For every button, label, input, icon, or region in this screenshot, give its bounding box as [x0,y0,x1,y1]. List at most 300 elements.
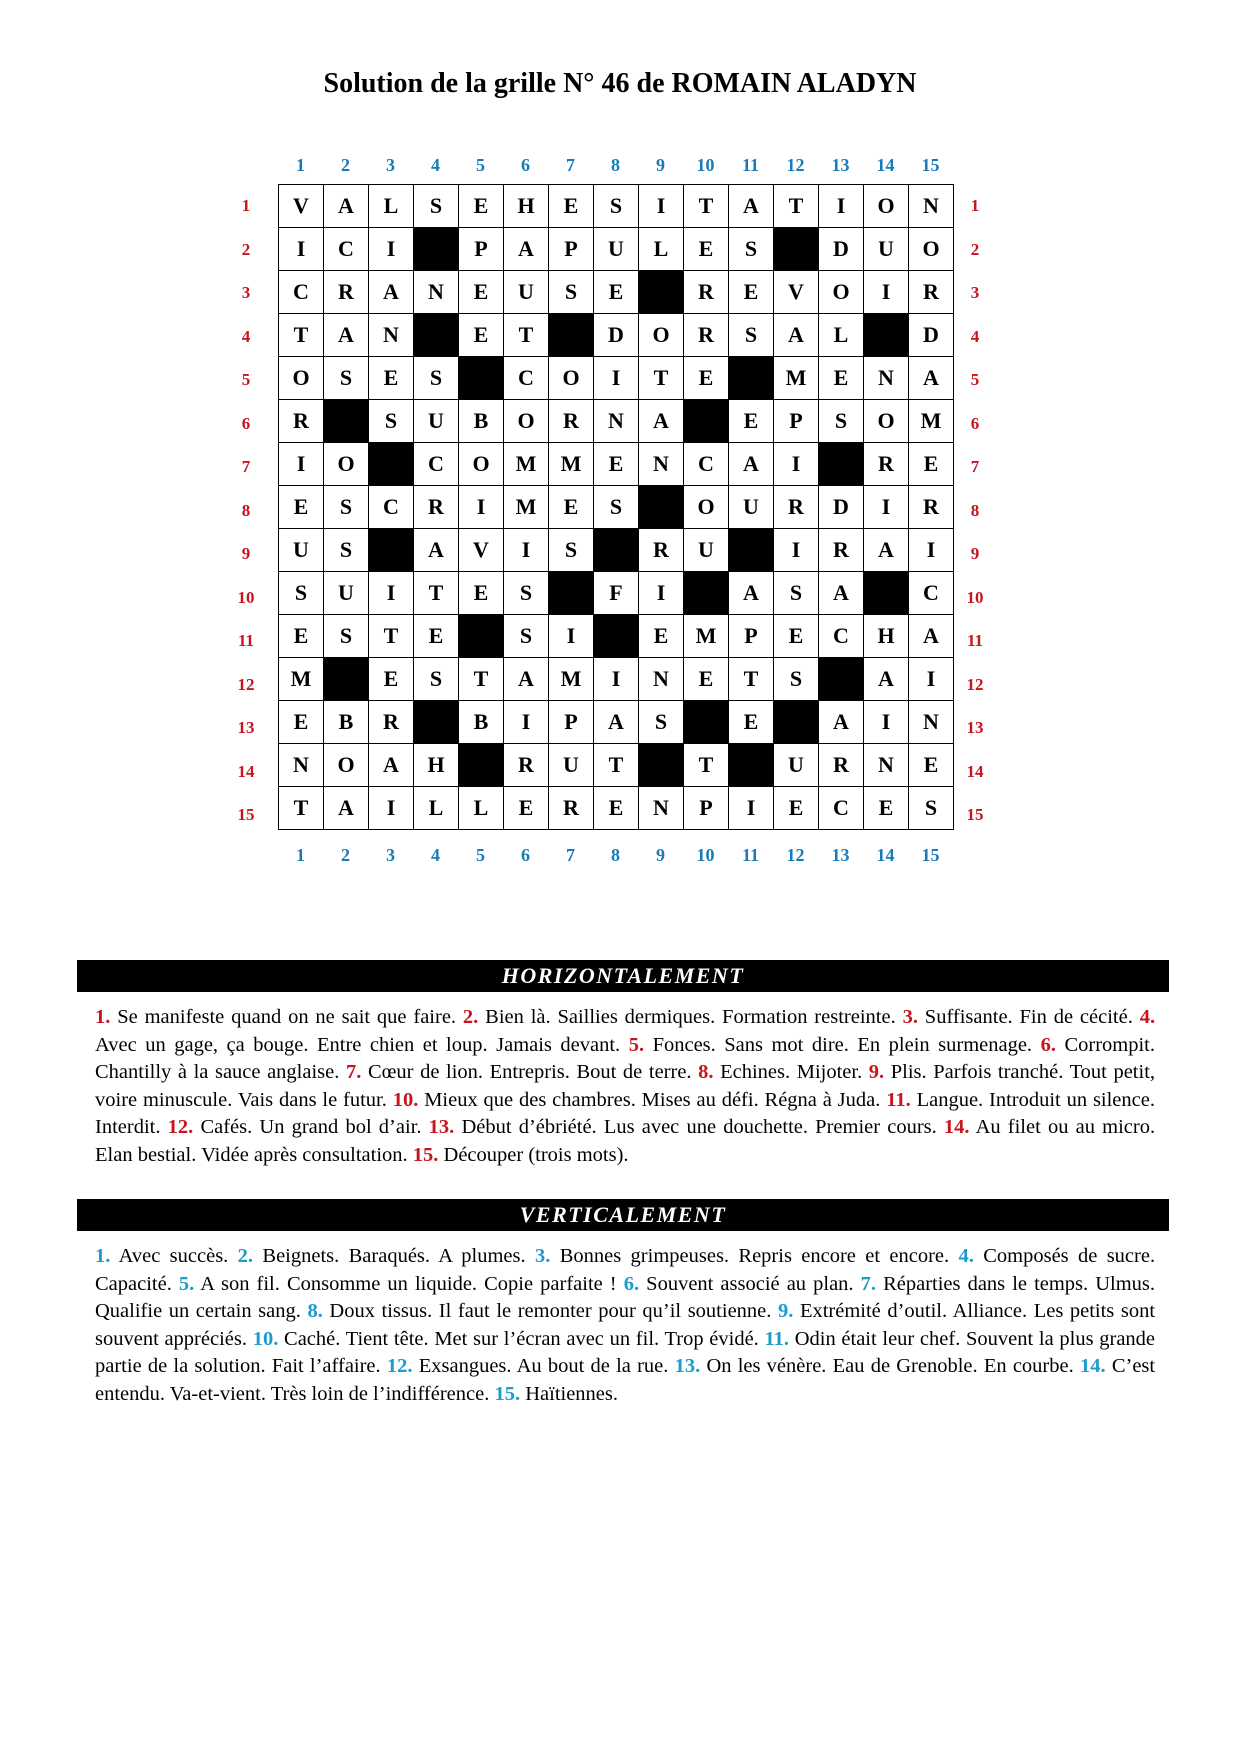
letter-cell: U [864,228,909,271]
grid-row [279,529,954,572]
letter-cell: R [909,486,954,529]
letter-cell: S [414,357,459,400]
black-cell [549,314,594,357]
letter-cell: R [369,701,414,744]
letter-cell: N [864,744,909,787]
letter-cell: P [729,615,774,658]
clue-text: Au filet ou au micro. Elan bestial. Vidée après consultation. [95,1116,1156,1166]
clue-number: 12. [167,1116,194,1138]
letter-cell: C [324,228,369,271]
letter-cell: C [909,572,954,615]
black-cell [819,658,864,701]
letter-cell: P [549,701,594,744]
clue-text: Exsangues. Au bout de la rue. [418,1355,669,1377]
letter-cell: A [909,615,954,658]
clue-text: Odin était leur chef. Souvent la plus grande partie de la solution. Fait l’affaire. [95,1327,1156,1377]
clue-number: 12. [386,1355,413,1377]
black-cell [549,572,594,615]
black-cell [459,615,504,658]
letter-cell: S [549,271,594,314]
letter-cell: S [729,228,774,271]
letter-cell: N [909,701,954,744]
letter-cell: A [864,529,909,572]
clue-number: 8. [698,1061,714,1083]
black-cell [594,529,639,572]
row-number: 8 [241,500,251,520]
letter-cell: U [279,529,324,572]
letter-cell: R [684,271,729,314]
black-cell [729,357,774,400]
vertical-clues [95,1243,1155,1408]
letter-cell: I [369,572,414,615]
black-cell [369,529,414,572]
black-cell [729,744,774,787]
clue-text: On les vénère. Eau de Grenoble. En courbe. [706,1355,1074,1377]
letter-cell: A [909,357,954,400]
letter-cell: T [279,787,324,830]
letter-cell: P [684,787,729,830]
row-number: 1 [241,196,251,215]
row-number: 14 [237,761,255,781]
letter-cell: N [639,787,684,830]
letter-cell: O [549,357,594,400]
clue-text: Doux tissus. Il faut le remonter pour qu’il soutienne. [329,1300,772,1322]
letter-cell: E [459,271,504,314]
black-cell [414,701,459,744]
letter-cell: E [774,615,819,658]
letter-cell: E [639,615,684,658]
black-cell [459,357,504,400]
clue-number: 3. [534,1245,551,1267]
row-number: 9 [241,544,251,563]
letter-cell: P [459,228,504,271]
letter-cell: N [864,357,909,400]
column-number: 6 [521,844,530,865]
clue-text: A son fil. Consomme un liquide. Copie parfaite ! [200,1272,617,1295]
letter-cell: S [729,314,774,357]
letter-cell: E [594,443,639,486]
letter-cell: S [414,185,459,228]
letter-cell: C [819,787,864,830]
clue-number: 9. [777,1300,794,1322]
row-number: 7 [241,457,251,476]
letter-cell: A [819,572,864,615]
letter-cell: T [684,185,729,228]
letter-cell: B [324,701,369,744]
letter-cell: E [414,615,459,658]
letter-cell: S [279,572,324,615]
column-number: 3 [386,155,395,175]
column-number: 1 [296,844,305,865]
letter-cell: O [864,400,909,443]
black-cell [639,486,684,529]
letter-cell: E [774,787,819,830]
letter-cell: I [729,787,774,830]
row-number: 4 [241,326,251,346]
column-number: 12 [786,155,805,175]
letter-cell: R [414,486,459,529]
letter-cell: R [279,400,324,443]
letter-cell: O [909,228,954,271]
row-number: 1 [970,196,980,215]
column-number: 5 [476,155,485,175]
letter-cell: A [594,701,639,744]
row-number: 13 [237,718,255,737]
column-number: 2 [341,844,350,865]
letter-cell: R [324,271,369,314]
letter-cell: C [819,615,864,658]
letter-cell: U [684,529,729,572]
grid-row [279,701,954,744]
letter-cell: I [504,701,549,744]
letter-cell: V [279,185,324,228]
letter-cell: N [414,271,459,314]
clue-text: Extrémité d’outil. Alliance. Les petits sont souvent appréciés. [95,1300,1156,1350]
letter-cell: T [729,658,774,701]
row-number: 6 [970,413,980,433]
letter-cell: A [729,572,774,615]
letter-cell: E [684,228,729,271]
letter-cell: A [774,314,819,357]
grid-row [279,357,954,400]
clue-number: 10. [392,1088,419,1111]
letter-cell: M [504,486,549,529]
clue-text: Cœur de lion. Entrepris. Bout de terre. [367,1061,692,1083]
clue-text: Début d’ébriété. Lus avec une douchette. Premier cours. [461,1116,937,1138]
row-number: 10 [966,587,984,607]
grid-row [279,486,954,529]
letter-cell: E [594,271,639,314]
letter-cell: I [549,615,594,658]
black-cell [684,400,729,443]
column-number: 10 [696,155,715,175]
horizontal-heading: HORIZONTALEMENT [77,960,1169,992]
letter-cell: A [324,787,369,830]
letter-cell: N [639,658,684,701]
letter-cell: I [369,787,414,830]
clue-number: 4. [1139,1006,1156,1028]
row-number: 5 [970,370,980,389]
letter-cell: V [774,271,819,314]
letter-cell: S [549,529,594,572]
letter-cell: I [909,529,954,572]
row-number: 12 [237,674,255,694]
letter-cell: U [414,400,459,443]
letter-cell: A [729,443,774,486]
black-cell [639,744,684,787]
letter-cell: I [864,486,909,529]
grid-row [279,228,954,271]
column-number: 9 [656,155,665,175]
row-number: 14 [966,761,984,781]
column-number: 8 [611,155,620,175]
clue-text: Découper (trois mots). [443,1143,629,1166]
letter-cell: V [459,529,504,572]
letter-cell: L [414,787,459,830]
letter-cell: C [279,271,324,314]
row-number: 2 [970,239,980,259]
letter-cell: B [459,701,504,744]
letter-cell: N [909,185,954,228]
letter-cell: L [459,787,504,830]
letter-cell: I [774,443,819,486]
column-number: 14 [876,155,895,175]
black-cell [414,314,459,357]
row-number: 7 [970,457,980,476]
clue-number: 3. [902,1006,918,1028]
crossword-grid [278,184,954,830]
clue-text: Plis. Parfois tranché. Tout petit, voire minuscule. Vais dans le futur. [95,1061,1156,1111]
column-number: 9 [656,844,665,865]
letter-cell: I [639,185,684,228]
letter-cell: O [819,271,864,314]
letter-cell: I [819,185,864,228]
clue-text: Bien là. Saillies dermiques. Formation restreinte. [485,1006,896,1028]
clue-number: 7. [345,1061,362,1083]
letter-cell: O [324,744,369,787]
clue-number: 9. [868,1061,885,1083]
letter-cell: N [279,744,324,787]
grid-row [279,658,954,701]
letter-cell: T [639,357,684,400]
letter-cell: P [549,228,594,271]
letter-cell: A [414,529,459,572]
letter-cell: T [459,658,504,701]
letter-cell: I [594,357,639,400]
clue-text: Avec succès. [118,1245,229,1267]
clue-text: C’est entendu. Va-et-vient. Très loin de l’indifférence. [95,1355,1156,1405]
letter-cell: S [594,486,639,529]
letter-cell: H [864,615,909,658]
letter-cell: I [864,701,909,744]
clue-text: Echines. Mijoter. [720,1061,863,1083]
letter-cell: R [774,486,819,529]
letter-cell: S [324,357,369,400]
clue-text: Composés de sucre. Capacité. [95,1245,1156,1295]
letter-cell: M [549,658,594,701]
clue-text: Suffisante. Fin de cécité. [924,1006,1133,1028]
letter-cell: T [504,314,549,357]
row-number: 12 [966,674,984,694]
letter-cell: E [864,787,909,830]
letter-cell: I [639,572,684,615]
clue-text: Fonces. Sans mot dire. En plein surmenage. [652,1033,1033,1056]
letter-cell: U [324,572,369,615]
letter-cell: N [594,400,639,443]
letter-cell: T [414,572,459,615]
clue-number: 10. [252,1327,279,1350]
row-number: 3 [241,283,251,302]
letter-cell: I [279,443,324,486]
letter-cell: A [369,271,414,314]
clue-text: Haïtiennes. [525,1382,619,1405]
clue-number: 1. [95,1245,111,1267]
letter-cell: I [909,658,954,701]
letter-cell: E [729,271,774,314]
letter-cell: E [594,787,639,830]
clue-number: 15. [412,1143,439,1166]
black-cell [774,701,819,744]
letter-cell: A [324,314,369,357]
letter-cell: R [549,400,594,443]
row-number: 5 [241,370,251,389]
clue-text: Mieux que des chambres. Mises au défi. Régna à Juda. [424,1088,881,1111]
clue-number: 4. [958,1245,974,1267]
column-number: 4 [431,844,440,865]
letter-cell: S [639,701,684,744]
letter-cell: R [684,314,729,357]
horizontal-clues [95,1004,1155,1169]
letter-cell: I [369,228,414,271]
column-number: 1 [296,155,305,175]
letter-cell: E [279,486,324,529]
black-cell [369,443,414,486]
letter-cell: E [459,314,504,357]
clue-number: 5. [628,1033,645,1056]
letter-cell: D [819,486,864,529]
vertical-heading: VERTICALEMENT [77,1199,1169,1231]
letter-cell: U [549,744,594,787]
letter-cell: T [774,185,819,228]
letter-cell: S [909,787,954,830]
black-cell [729,529,774,572]
letter-cell: S [774,572,819,615]
clue-number: 15. [494,1382,521,1405]
letter-cell: S [819,400,864,443]
black-cell [819,443,864,486]
letter-cell: R [549,787,594,830]
row-number: 11 [237,631,255,650]
letter-cell: I [459,486,504,529]
letter-cell: I [774,529,819,572]
grid-row [279,400,954,443]
letter-cell: A [504,228,549,271]
black-cell [684,572,729,615]
letter-cell: M [684,615,729,658]
column-number: 11 [741,155,759,175]
letter-cell: F [594,572,639,615]
column-number: 2 [341,155,350,175]
page-title: Solution de la grille N° 46 de ROMAIN ALADYN [323,68,917,99]
letter-cell: T [594,744,639,787]
letter-cell: S [504,615,549,658]
column-number: 11 [741,844,759,865]
letter-cell: E [504,787,549,830]
clue-text: Avec un gage, ça bouge. Entre chien et loup. Jamais devant. [95,1033,621,1056]
column-number: 15 [921,844,940,865]
letter-cell: R [819,529,864,572]
column-number: 13 [831,155,850,175]
column-number: 13 [831,844,850,865]
letter-cell: L [369,185,414,228]
clue-text: Bonnes grimpeuses. Repris encore et encore. [559,1245,950,1267]
letter-cell: U [774,744,819,787]
column-number: 7 [566,155,575,175]
clue-text: Souvent associé au plan. [646,1272,854,1295]
black-cell [639,271,684,314]
letter-cell: D [594,314,639,357]
letter-cell: T [279,314,324,357]
letter-cell: I [279,228,324,271]
letter-cell: S [324,615,369,658]
letter-cell: E [729,701,774,744]
black-cell [774,228,819,271]
column-number: 8 [611,844,620,865]
letter-cell: R [909,271,954,314]
letter-cell: E [459,185,504,228]
row-number: 4 [970,326,980,346]
letter-cell: O [324,443,369,486]
black-cell [324,658,369,701]
letter-cell: H [414,744,459,787]
letter-cell: B [459,400,504,443]
letter-cell: N [369,314,414,357]
letter-cell: A [504,658,549,701]
letter-cell: H [504,185,549,228]
letter-cell: U [594,228,639,271]
letter-cell: L [639,228,684,271]
letter-cell: A [639,400,684,443]
letter-cell: U [504,271,549,314]
letter-cell: A [369,744,414,787]
letter-cell: O [864,185,909,228]
grid-row [279,271,954,314]
letter-cell: C [414,443,459,486]
clue-number: 14. [943,1116,970,1138]
clue-number: 6. [623,1272,640,1295]
letter-cell: R [639,529,684,572]
row-number: 9 [970,544,980,563]
letter-cell: E [369,658,414,701]
clue-text: Langue. Introduit un silence. Interdit. [95,1088,1155,1138]
column-number: 3 [386,844,395,865]
row-number: 15 [237,805,255,824]
letter-cell: E [459,572,504,615]
letter-cell: E [909,744,954,787]
letter-cell: M [504,443,549,486]
grid-row [279,615,954,658]
letter-cell: T [369,615,414,658]
letter-cell: P [774,400,819,443]
row-number: 15 [966,805,984,824]
clue-number: 5. [178,1272,195,1295]
column-number: 12 [786,844,805,865]
black-cell [864,572,909,615]
clue-text: Cafés. Un grand bol d’air. [200,1116,422,1138]
grid-row [279,572,954,615]
letter-cell: E [909,443,954,486]
letter-cell: O [639,314,684,357]
row-number: 6 [241,413,251,433]
letter-cell: R [504,744,549,787]
grid-row [279,787,954,830]
clue-text: Corrompit. Chantilly à la sauce anglaise. [95,1033,1155,1083]
row-number: 10 [237,587,255,607]
letter-cell: E [819,357,864,400]
letter-cell: U [729,486,774,529]
clue-text: Se manifeste quand on ne sait que faire. [117,1006,457,1028]
column-number: 4 [431,155,440,175]
black-cell [594,615,639,658]
column-number: 6 [521,155,530,175]
column-number: 5 [476,844,485,865]
letter-cell: C [369,486,414,529]
letter-cell: D [909,314,954,357]
black-cell [864,314,909,357]
letter-cell: N [639,443,684,486]
letter-cell: O [504,400,549,443]
letter-cell: A [819,701,864,744]
